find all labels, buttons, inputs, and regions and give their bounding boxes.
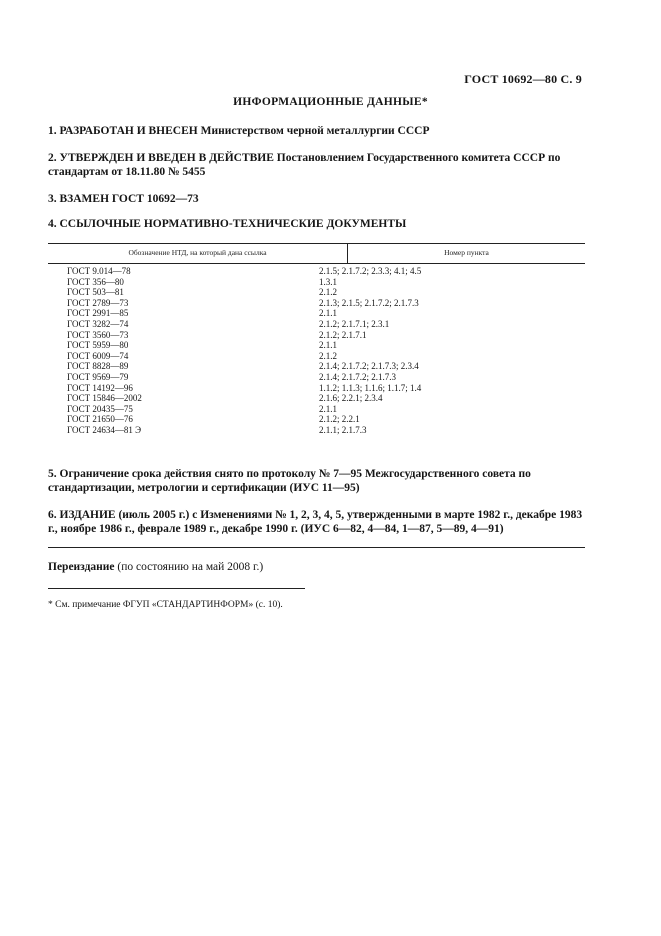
- table-row: [48, 266, 585, 277]
- item-number: 6.: [48, 509, 57, 521]
- reprint-text: (по состоянию на май 2008 г.): [117, 561, 264, 573]
- table-row: [48, 393, 585, 404]
- row-clause-numbers: 2.1.2: [319, 287, 337, 298]
- table-row: [48, 298, 585, 309]
- item-caption: ИЗДАНИЕ: [59, 509, 116, 521]
- row-document: ГОСТ 2789—73: [67, 297, 129, 308]
- row-document: ГОСТ 9569—79: [67, 371, 129, 382]
- table-header-rule: [48, 263, 585, 264]
- row-document: ГОСТ 15846—2002: [67, 393, 142, 404]
- row-document: ГОСТ 3282—74: [67, 318, 129, 329]
- row-clause-numbers: 2.1.1: [319, 308, 337, 319]
- row-document: ГОСТ 3560—73: [67, 329, 129, 340]
- item-text: Ограничение срока действия снято по протоколу № 7—95 Межгосударственного совета по стандартизации, метрологии и сертификации (ИУС 11—95): [48, 468, 531, 494]
- row-document: ГОСТ 20435—75: [67, 403, 133, 414]
- reprint-label: Переиздание: [48, 561, 115, 573]
- table-body: [48, 266, 585, 436]
- row-clause-numbers: 2.1.2; 2.2.1: [319, 414, 360, 425]
- item-caption: ССЫЛОЧНЫЕ НОРМАТИВНО-ТЕХНИЧЕСКИЕ ДОКУМЕНТЫ: [59, 218, 407, 230]
- section-title: ИНФОРМАЦИОННЫЕ ДАННЫЕ*: [233, 96, 428, 108]
- table-row: [48, 383, 585, 394]
- row-clause-numbers: 2.1.6; 2.2.1; 2.3.4: [319, 393, 383, 404]
- item-caption: ВЗАМЕН ГОСТ 10692—73: [59, 193, 199, 205]
- item-caption: УТВЕРЖДЕН И ВВЕДЕН В ДЕЙСТВИЕ: [59, 152, 274, 164]
- info-item-5: [48, 467, 588, 495]
- row-clause-numbers: 2.1.1: [319, 403, 337, 414]
- table-row: [48, 340, 585, 351]
- item-caption: РАЗРАБОТАН И ВНЕСЕН: [59, 125, 198, 137]
- footnote: * См. примечание ФГУП «СТАНДАРТИНФОРМ» (с. 10).: [48, 600, 283, 610]
- row-clause-numbers: 1.1.2; 1.1.3; 1.1.6; 1.1.7; 1.4: [319, 382, 422, 393]
- item-text: Постановлением Государственного комитета СССР по стандартам от 18.11.80 № 5455: [48, 152, 561, 178]
- row-clause-numbers: 2.1.2; 2.1.7.1: [319, 329, 367, 340]
- row-clause-numbers: 2.1.5; 2.1.7.2; 2.3.3; 4.1; 4.5: [319, 266, 422, 276]
- row-document: ГОСТ 5959—80: [67, 340, 129, 351]
- table-row: [48, 330, 585, 341]
- table-row: [48, 351, 585, 362]
- table-row: [48, 404, 585, 415]
- info-item-6: [48, 508, 588, 536]
- row-document: ГОСТ 6009—74: [67, 350, 129, 361]
- item-number: 4.: [48, 218, 57, 230]
- info-item-1: [48, 124, 588, 138]
- row-clause-numbers: 2.1.4; 2.1.7.2; 2.1.7.3: [319, 371, 397, 382]
- row-document: ГОСТ 9.014—78: [67, 266, 131, 276]
- item-text: (июль 2005 г.) с Изменениями № 1, 2, 3, 4, 5, утвержденными в марте 1982 г., декабре 1983 г., ноябре 1986 г., феврале 1989 г., декабре 1990 г. (ИУС 6—82, 4—84, 1—87, 5—89, 4—91): [48, 509, 583, 535]
- row-clause-numbers: 1.3.1: [319, 276, 337, 287]
- item-number: 5.: [48, 468, 57, 480]
- item-number: 1.: [48, 125, 57, 137]
- row-document: ГОСТ 14192—96: [67, 382, 133, 393]
- reprint-note: [48, 561, 263, 573]
- item-number: 2.: [48, 152, 57, 164]
- table-row: [48, 372, 585, 383]
- row-document: ГОСТ 356—80: [67, 276, 124, 287]
- row-document: ГОСТ 8828—89: [67, 361, 129, 372]
- row-clause-numbers: 2.1.4; 2.1.7.2; 2.1.7.3; 2.3.4: [319, 361, 419, 372]
- info-item-2: [48, 151, 588, 179]
- row-document: ГОСТ 21650—76: [67, 414, 133, 425]
- section-divider: [48, 547, 585, 548]
- column-header-clause: Номер пункта: [444, 248, 489, 257]
- info-item-3: [48, 192, 588, 206]
- row-document: ГОСТ 24634—81 Э: [67, 424, 142, 435]
- table-row: [48, 287, 585, 298]
- info-item-4: [48, 217, 588, 231]
- table-row: [48, 414, 585, 425]
- table-row: [48, 308, 585, 319]
- table-row: [48, 319, 585, 330]
- item-text: Министерством черной металлургии СССР: [200, 125, 430, 137]
- table-row: [48, 425, 585, 436]
- row-clause-numbers: 2.1.1; 2.1.7.3: [319, 424, 367, 435]
- row-clause-numbers: 2.1.2; 2.1.7.1; 2.3.1: [319, 318, 390, 329]
- table-row: [48, 361, 585, 372]
- footnote-divider: [48, 588, 305, 589]
- table-top-rule: [48, 243, 585, 244]
- item-number: 3.: [48, 193, 57, 205]
- row-clause-numbers: 2.1.3; 2.1.5; 2.1.7.2; 2.1.7.3: [319, 297, 419, 308]
- row-document: ГОСТ 503—81: [67, 287, 124, 298]
- table-row: [48, 277, 585, 288]
- row-clause-numbers: 2.1.2: [319, 350, 337, 361]
- column-header-document: Обозначение НТД, на который дана ссылка: [128, 248, 267, 257]
- row-clause-numbers: 2.1.1: [319, 340, 337, 351]
- row-document: ГОСТ 2991—85: [67, 308, 129, 319]
- page-header: ГОСТ 10692—80 С. 9: [464, 72, 582, 86]
